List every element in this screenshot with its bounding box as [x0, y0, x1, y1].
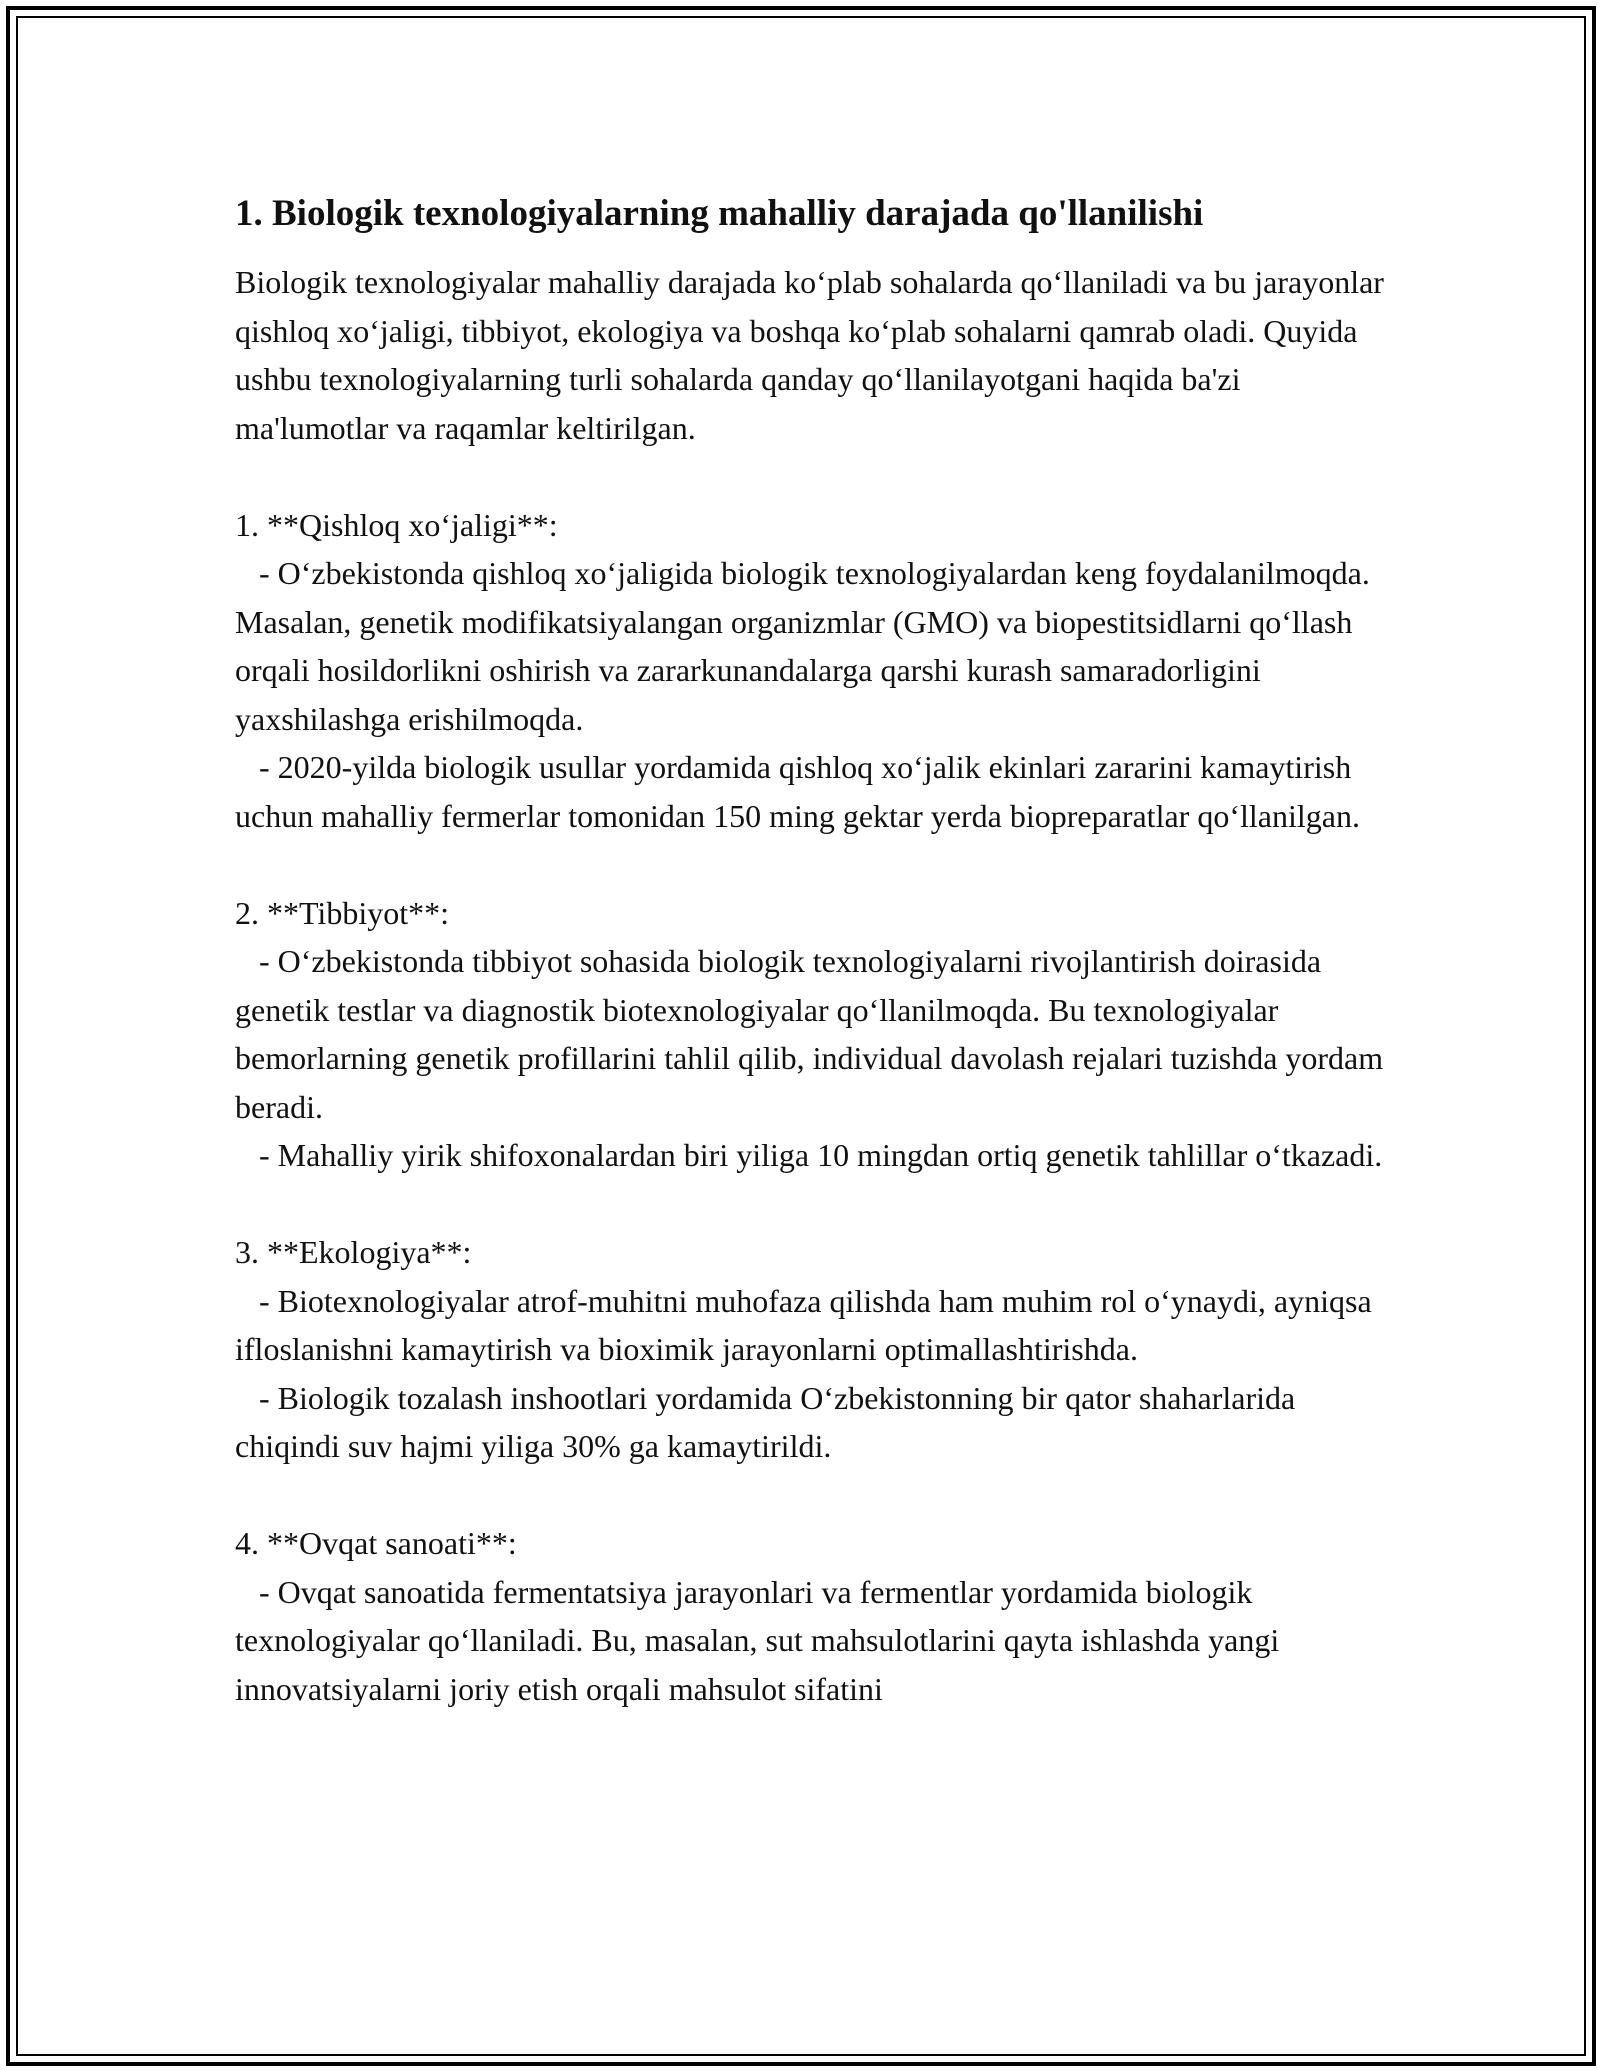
section-medicine: [235, 889, 1395, 1180]
section-heading: 4. **Ovqat sanoati**:: [235, 1525, 517, 1561]
section-ecology: [235, 1228, 1395, 1471]
section-heading: 3. **Ekologiya**:: [235, 1234, 472, 1270]
section-bullet: - Mahalliy yirik shifoxonalardan biri yiliga 10 mingdan ortiq genetik tahlillar o‘tkazadi.: [259, 1137, 1383, 1173]
section-bullet: - Biotexnologiyalar atrof-muhitni muhofaza qilishda ham muhim rol o‘ynaydi, ayniqsa ifloslanishni kamaytirish va bioximik jarayonlarni optimallashtirishda.: [235, 1282, 1372, 1367]
section-bullet: - O‘zbekistonda qishloq xo‘jaligida biologik texnologiyalardan keng foydalanilmoqda. Masalan, genetik modifikatsiyalangan organizmlar (GMO) va biopestitsidlarni qo‘llash orqali hosildorlikni oshirish va zararkunandalarga qarshi kurash samaradorligini yaxshilashga erishilmoqda.: [235, 555, 1370, 737]
section-agriculture: [235, 501, 1395, 841]
section-bullet: - 2020-yilda biologik usullar yordamida qishloq xo‘jalik ekinlari zararini kamaytirish uchun mahalliy fermerlar tomonidan 150 ming gektar yerda biopreparatlar qo‘llanilgan.: [235, 749, 1360, 834]
document-title: 1. Biologik texnologiyalarning mahalliy darajada qo'llanilishi: [235, 193, 1204, 234]
document-body: [235, 190, 1395, 1713]
section-bullet: - O‘zbekistonda tibbiyot sohasida biologik texnologiyalarni rivojlantirish doirasida genetik testlar va diagnostik biotexnologiyalar qo‘llanilmoqda. Bu texnologiyalar bemorlarning genetik profillarini tahlil qilib, individual davolash rejalari tuzishda yordam beradi.: [235, 943, 1384, 1125]
intro-paragraph: Biologik texnologiyalar mahalliy darajada ko‘plab sohalarda qo‘llaniladi va bu jarayonlar qishloq xo‘jaligi, tibbiyot, ekologiya va boshqa ko‘plab sohalarni qamrab oladi. Quyida ushbu texnologiyalarning turli sohalarda qanday qo‘llanilayotgani haqida ba'zi ma'lumotlar va raqamlar keltirilgan.: [235, 264, 1384, 446]
section-food-industry: [235, 1519, 1395, 1713]
section-heading: 2. **Tibbiyot**:: [235, 894, 449, 931]
section-heading: 1. **Qishloq xo‘jaligi**:: [235, 506, 558, 543]
section-bullet: - Ovqat sanoatida fermentatsiya jarayonlari va fermentlar yordamida biologik texnologiyalar qo‘llaniladi. Bu, masalan, sut mahsulotlarini qayta ishlashda yangi innovatsiyalarni joriy etish orqali mahsulot sifatini: [235, 1573, 1280, 1707]
section-bullet: - Biologik tozalash inshootlari yordamida O‘zbekistonning bir qator shaharlarida chiqindi suv hajmi yiliga 30% ga kamaytirildi.: [235, 1379, 1296, 1464]
